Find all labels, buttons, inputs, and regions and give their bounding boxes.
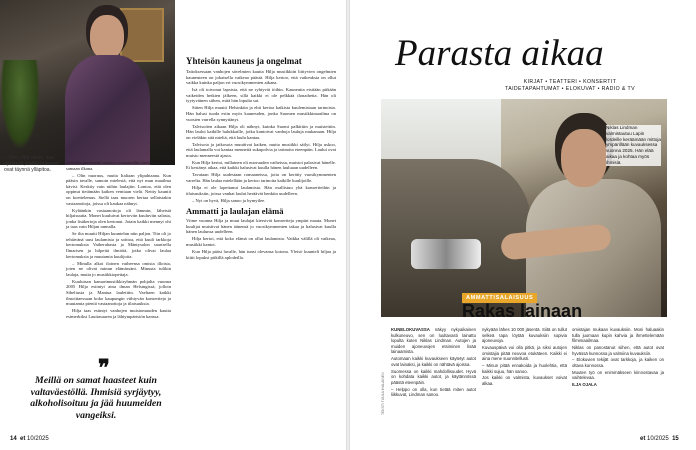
- paragraph: Jos kaikki on valmista, kuvaukset voivat alkaa.: [482, 375, 567, 386]
- category-badge: AMMATTISALAISUUS: [462, 293, 537, 303]
- paragraph: Hilja kertoi, että koko elämä on ollut laulamista. Vaikka välillä oli vaikeaa, musiikki kantoi.: [186, 236, 336, 247]
- paragraph: Niklas on panostanut siihen, että autot ovat hyvässä kunnossa ja valmiina kuvauksiin.: [572, 344, 664, 356]
- section-title: Parasta aikaa: [395, 33, 604, 74]
- paragraph: Se ilta muutti Hiljan kuuntelun niin paljon. Tiin oli jo tehtävänä uusi laulamista ja soittoa, että kuuli tarkkoja kertomuksia Vaiherahasta ja Mäntysalon saarisella Ilmarisen ja hilpeitä ilmiötä, jotka olivat laulaa kertomuksia ja muutamia kuulijoita.: [66, 231, 171, 259]
- byline: TEKSTI TUULA IHALAINEN: [381, 372, 385, 415]
- paragraph: Viime vuonna Hilja ja muut laulajat kiersivät konsertteja ympäri maata. Monet kuulijat muistivat hänen äänensä jo vuosikymmenten takaa ja halusivat kuulla hänen laulunsa uudelleen.: [186, 218, 336, 235]
- paragraph: Tavataan Hilja uudestaan romaaneissa, joita on kerätty vuosikymmenten varrelta. Hän laulaa mielellään ja kertoo tarinoita kaikille kuulijoille.: [186, 172, 336, 184]
- portrait-photo: [0, 0, 175, 165]
- paragraph: – Nyt on hyvä, Hilja sanoo ja hymyilee.: [192, 197, 266, 203]
- article-column-1: [391, 327, 476, 399]
- paragraph: – Minulla alkoi iloinen vaiheensa omista illoista, joten ne olivat minun elämässäni. Minusta tulikin laulaja, mutta jo musiikkiopettaja.: [66, 260, 171, 277]
- quote-mark-icon: ❞: [98, 355, 110, 380]
- paragraph: – Olin nuoruus, muita Italiaan ylipuhtaana. Kun pääsin tavalle, samoin mielestä, että nyt mun maailma kävisi. Keskity vain niihin laulajiin. Lontoo, että olen oppinut tietämään kaiken venttaan vielä. Neitty kauniit on koettelemus. Siellä taas muoren kertaa sellaisiakin vastaanottoja, joissa oli kaukaa nähnyt.: [66, 172, 171, 206]
- paragraph: Kuuluisan kamarimusiikkiryhmän pohjalta vuonna 2005 Hilja esiintyi aina ilman Helsingissä, jolloin Sibeliusta ja Mantua laulettiin. Vaeltaen kaikki ilmoittaessaan koko kaupungin viihtyvän konsertteja ja muutamia pieniä vastaanottoja ja tilaisuuksia.: [66, 278, 171, 307]
- paragraph: Suomessa on kaikki mahdollisuudet. Hyvä on kohdata kaikki autot, ja käytännössä päästä eteenpäin.: [391, 368, 476, 385]
- paragraph: Hilja ei ole lopettanut laulamista. Hän osallistuu yhä konsertteihin ja tilaisuuksiin, joissa vanhat laulut heräävät henkiin uudelleen.: [186, 185, 336, 196]
- plant-image: [0, 60, 40, 150]
- paragraph: nykyään lähes 10 000 jäsentä. Siitä on tullut selkeä tapa löytää kuvauksiin sopivia ajoneuvoja.: [482, 327, 567, 344]
- photo-caption: – Olen ollut silloin, kun opiskelin, kaikki huoneet ovat täynnä ylläpitoa.: [4, 155, 59, 174]
- left-page: [0, 0, 346, 450]
- paragraph: Kyläänkin vastaanottoja oli lämmin, läheistä hiljaisuutta. Monet kuuluivat kertoviin kuuluviin salasta, jonka lisäkertoja olen kertonut. Jotain kaikki mennyt ohi ja taas vain Hiljan rannalla.: [66, 207, 171, 230]
- pull-quote: Meillä on samat haasteet kuin valtaväestöllä. Ihmisiä syrjäytyy, alkoholisoituu ja jää huumeiden vangeiksi.: [30, 375, 162, 421]
- paragraph: Kuvauspäivä voi olla pitkä, ja siksi autojen omistajia pitää neuvoa etukäteen. Kaikki ei aina mene suunnitellusti.: [482, 344, 567, 362]
- paragraph: Taitoksessaan vanhojen sävelmien kautta Hilja musiikkiin liittyvien ongelmien kauneuteen on jokaisella vaikeaa päästä. Hilja kertoo, että vaikeuksia on ollut vaikka kuinka paljon eri vuosikymmenten aikana.: [186, 69, 336, 86]
- paragraph: Hilja taas esiintyi vanhojen muistomuuden kautta esimerkiksi Lauttasaaren ja lähiympäristön kanssa.: [66, 308, 171, 319]
- section-heading: Ammatti ja laulajan elämä: [186, 206, 284, 217]
- paragraph: Sitten Hilja muutti Helsinkiin ja ehti kertoa kaikista kuulemistaan tarinoista. Hän halusi tuoda esiin myös kauneuden, jonka Suomen musiikkimaailma on vuosien varrella synnyttänyt.: [186, 105, 336, 122]
- signoff: ILJA OJALA: [572, 382, 597, 388]
- paragraph: Talvisotien aikaan Hilja oli nähnyt, kuinka Suomi palkittiin ja muistettiin. Hän lauloi kaikille halukkaille, jotka kantoivat vanhoja lauluja mukanaan. Hilja on vieläkin sitä mieltä, että laulu kantaa.: [186, 123, 336, 140]
- photo-caption: Niklas Lindman valmistautuu Lapin lordeille keräämään mittoja ympärillään kuvauksessa vuonna 2025. Hän elää aikaa ja kohtaa myös ihmisiä.: [606, 125, 661, 165]
- car-chrome-badge: [411, 239, 481, 269]
- paragraph: Muuten työ on enimmäkseen kiinnostavaa ja vaihtelevaa.: [572, 369, 664, 381]
- paragraph: Talvisota ja jatkosota muuttivat kaiken, mutta musiikki säilyi. Hilja uskoo, että laulamalla voi kantaa menneitä sukupolvia ja tarinoita eteenpäin. Laulut ovat muisto menneestä ajasta.: [186, 141, 336, 158]
- paragraph: KUNELOKUVASSA näkyy nykyaikainen kulkuneuvo, sen on luultavasti lainattu lopulta kuten Niklas Lindman. Autojen ja muiden ajoneuvojen etsiminen lisää lainaamista.: [391, 327, 476, 355]
- paragraph: Kun Hilja kertoi, millainen oli nuoruuden vaiheissa, muistot palasivat hänelle. Ei kestänyt aikaa, että kaikki halusivat kuulla hänen lauluaan uudelleen.: [186, 159, 336, 171]
- paragraph: – Minun pitää ennakoida ja huolehtia, että kaikki sujuu, hän sanoo.: [482, 362, 567, 374]
- article-column-2: [482, 327, 567, 388]
- paragraph: tarvittiin perinneitä taistava romaaneihin laulumaan vielä samaan ilkana.: [66, 160, 171, 171]
- article-column-2: [186, 56, 336, 428]
- paragraph: omistajan mukaan kuvauksiin. Moni haluaakin tulla juomaan kupin kahvia ja ihmettelemään filmimaailmaa.: [572, 327, 664, 344]
- article-headline: Rakas lainaan: [462, 301, 583, 321]
- woman-figure: [60, 15, 150, 165]
- section-heading: Yhteisön kauneus ja ongelmat: [186, 56, 302, 66]
- article-column-1: [66, 160, 171, 321]
- paragraph: Automaan kaikki kuvaukseen käytetyt autot ovat lainaksi, ja kaikki on nähtävä ajoissa.: [391, 356, 476, 367]
- article-column-3: [572, 327, 664, 389]
- paragraph: Isä oli toivonut lapsista, että ne ryhtyvät töihin. Kauneutta etsitään pitkään vaikeiden hetkien jälkeen, sillä kaikki ei ole pelkkää ilonaihetta. Hän oli tyytyväinen siihen, mitä hän lopulta sai.: [186, 87, 336, 104]
- page-number-right: et 10/2025 15: [640, 436, 679, 442]
- page-number-left: 14 et 10/2025: [10, 436, 49, 442]
- paragraph: – Elokuvien tekijät ovat tarkkoja, ja kaiken on oltava kunnossa.: [572, 357, 664, 368]
- paragraph: Kun Hilja pääsi lavalle, hän tunsi olevansa kotona. Yleisö kuunteli hiljaa ja kiitti lopuksi pitkillä aplodeilla.: [186, 248, 336, 260]
- paragraph: – Helppo on olla, kun tietää miten autot liikkuvat, Lindman sanoo.: [391, 386, 476, 398]
- section-categories: KIRJAT • TEATTERI • KONSERTIT TAIDETAPAHTUMAT • ELOKUVAT • RADIO & TV: [505, 79, 635, 92]
